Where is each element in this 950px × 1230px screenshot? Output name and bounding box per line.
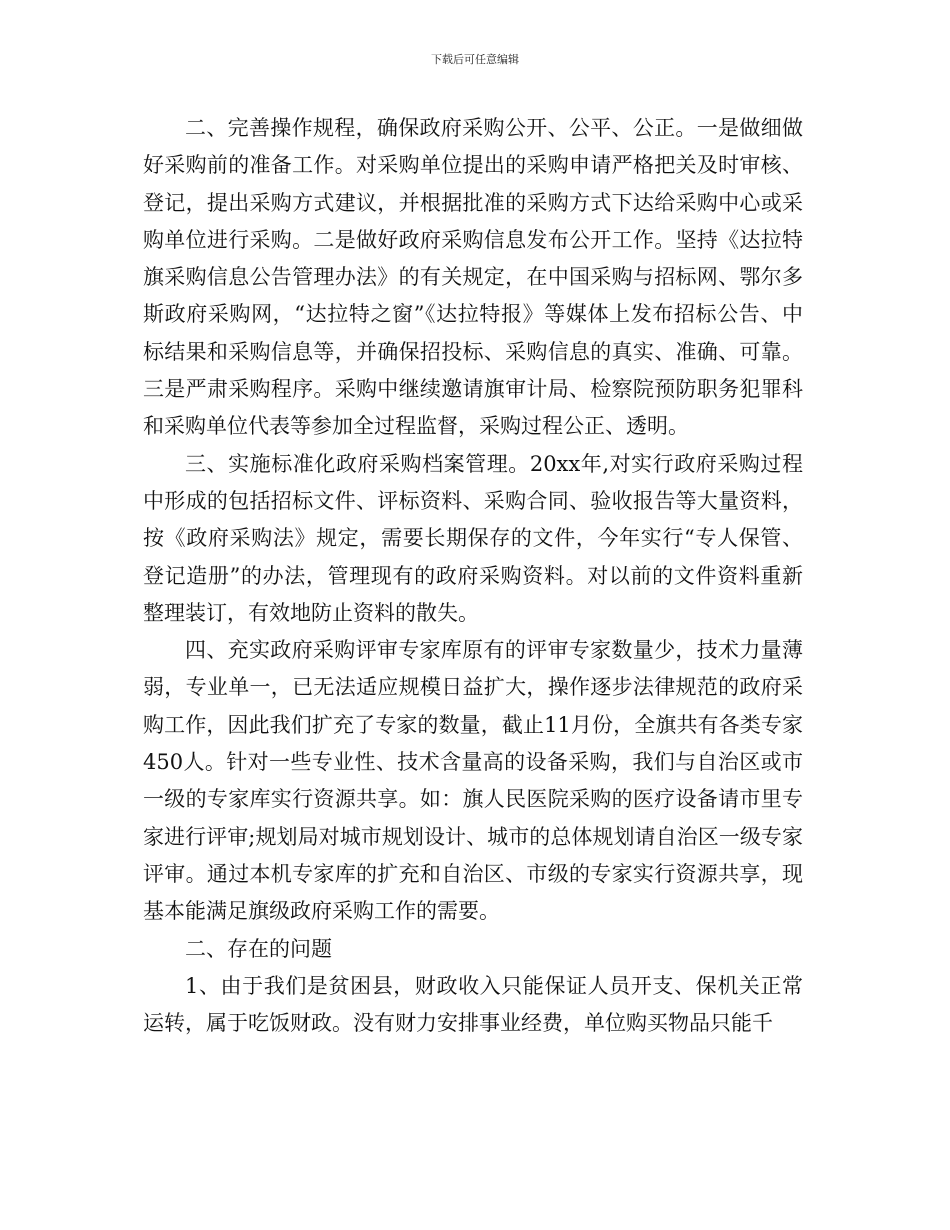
paragraph-expert-library: 四、充实政府采购评审专家库原有的评审专家数量少，技术力量薄弱，专业单一，已无法适应规模日益扩大，操作逐步法律规范的政府采购工作，因此我们扩充了专家的数量，截止11月份，全旗共有各类专家450人。针对一些专业性、技术含量高的设备采购，我们与自治区或市一级的专家库实行资源共享。如：旗人民医院采购的医疗设备请市里专家进行评审;规划局对城市规划设计、城市的总体规划请自治区一级专家评审。通过本机专家库的扩充和自治区、市级的专家实行资源共享，现基本能满足旗级政府采购工作的需要。: [143, 638, 803, 924]
paragraph-procedure: 二、完善操作规程，确保政府采购公开、公平、公正。一是做细做好采购前的准备工作。对采购单位提出的采购申请严格把关及时审核、登记，提出采购方式建议，并根据批准的采购方式下达给采购中心或采购单位进行采购。二是做好政府采购信息发布公开工作。坚持《达拉特旗采购信息公告管理办法》的有关规定，在中国采购与招标网、鄂尔多斯政府采购网，“达拉特之窗”《达拉特报》等媒体上发布招标公告、中标结果和采购信息等，并确保招投标、采购信息的真实、准确、可靠。三是严肃采购程序。采购中继续邀请旗审计局、检察院预防职务犯罪科和采购单位代表等参加全过程监督，采购过程公正、透明。: [143, 116, 803, 439]
paragraph-archive: 三、实施标准化政府采购档案管理。20xx年,对实行政府采购过程中形成的包括招标文件、评标资料、采购合同、验收报告等大量资料，按《政府采购法》规定，需要长期保存的文件，今年实行“专人保管、登记造册”的办法，管理现有的政府采购资料。对以前的文件资料重新整理装订，有效地防止资料的散失。: [143, 451, 803, 625]
document-body: [143, 110, 803, 1042]
page-header: 下载后可任意编辑: [431, 53, 519, 66]
paragraph-problem-1: 1、由于我们是贫困县，财政收入只能保证人员开支、保机关正常运转，属于吃饭财政。没有财力安排事业经费，单位购买物品只能千: [143, 973, 803, 1036]
section-heading-problems: 二、存在的问题: [185, 936, 332, 961]
